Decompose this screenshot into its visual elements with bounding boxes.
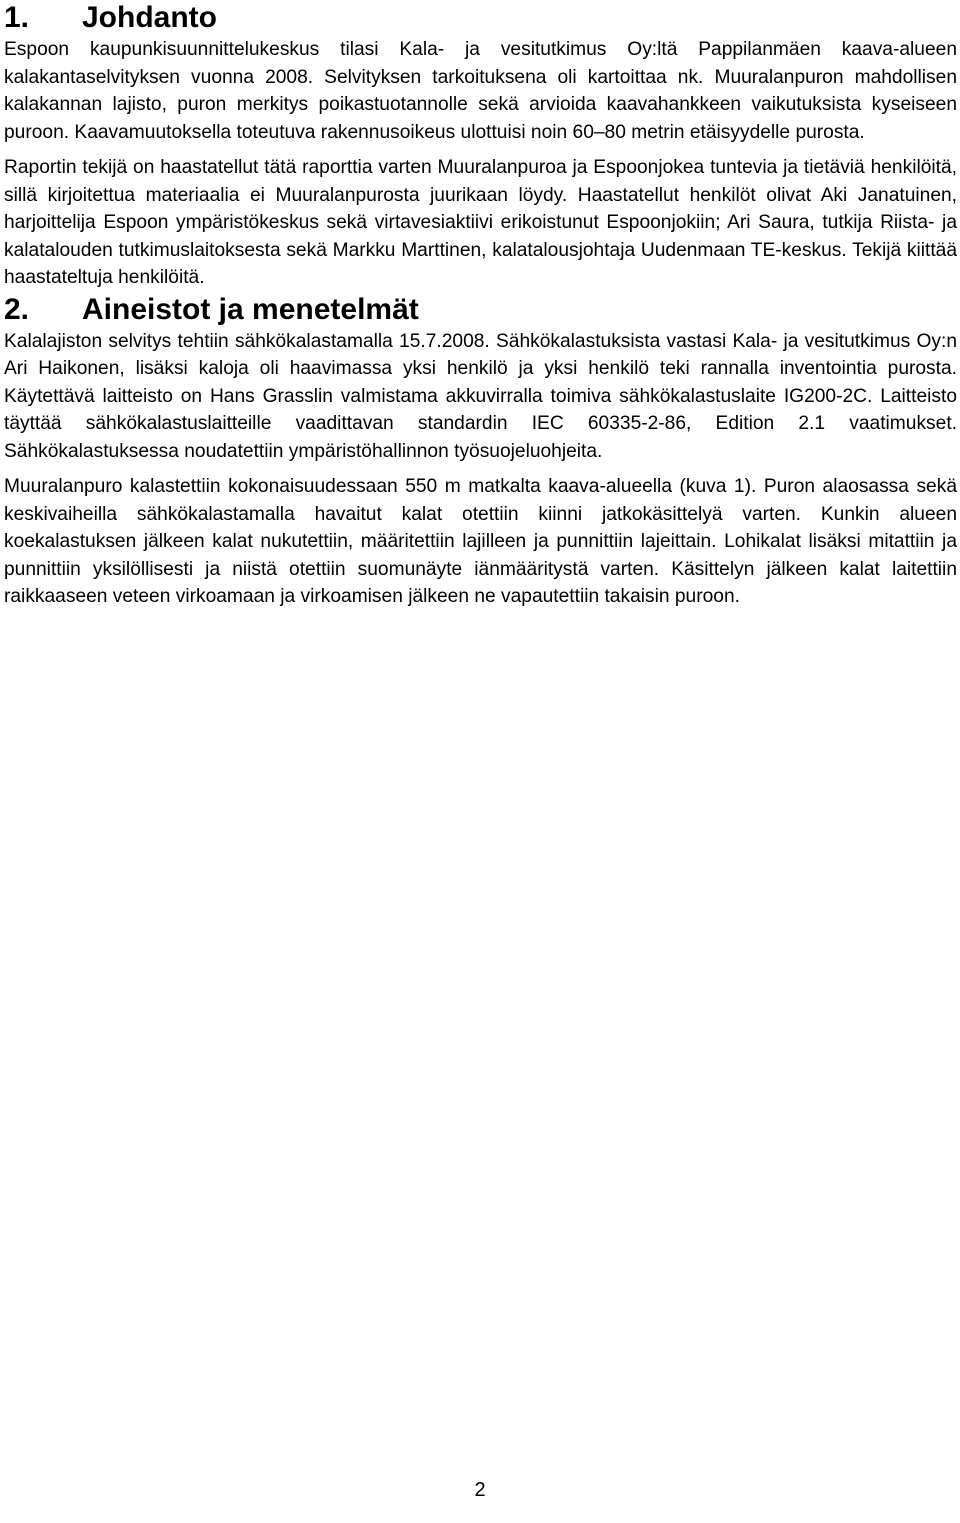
document-page [4, 0, 957, 611]
section-title: Aineistot ja menetelmät [82, 292, 419, 326]
section-number: 2. [4, 292, 30, 326]
section-title: Johdanto [82, 1, 217, 34]
paragraph: Raportin tekijä on haastatellut tätä raporttia varten Muuralanpuroa ja Espoonjokea tuntevia ja tietäviä henkilöitä, sillä kirjoitettua materiaalia ei Muuralanpurosta juurikaan löydy. Haastatellut henkilöt olivat Aki Janatuinen, harjoittelija Espoon ympäristökeskus sekä virtavesiaktiivi erikoistunut Espoonjokiin; Ari Saura, tutkija Riista- ja kalatalouden tutkimuslaitoksesta sekä Markku Marttinen, kalatalousjohtaja Uudenmaan TE-keskus. Tekijä kiittää haastateltuja henkilöitä. [4, 157, 957, 288]
section-heading-aineistot [4, 292, 957, 328]
page-number: 2 [474, 1479, 486, 1501]
paragraph: Muuralanpuro kalastettiin kokonaisuudessaan 550 m matkalta kaava-alueella (kuva 1). Puron alaosassa sekä keskivaiheilla sähkökalastamalla havaitut kalat otettiin kiinni jatkokäsittelyä varten. Kunkin alueen koekalastuksen jälkeen kalat nukutettiin, määritettiin lajilleen ja punnittiin lajeittain. Lohikalat lisäksi mitattiin ja punnittiin yksilöllisesti ja niistä otettiin suomunäyte iänmääritystä varten. Käsittelyn jälkeen kalat laitettiin raikkaaseen veteen virkoamaan ja virkoamisen jälkeen ne vapautettiin takaisin puroon. [4, 476, 957, 607]
section-heading-johdanto [4, 0, 957, 36]
paragraph: Kalalajiston selvitys tehtiin sähkökalastamalla 15.7.2008. Sähkökalastuksista vastasi Kala- ja vesitutkimus Oy:n Ari Haikonen, lisäksi kaloja oli haavimassa yksi henkilö ja yksi henkilö teki rannalla inventointia purosta. Käytettävä laitteisto on Hans Grasslin valmistama akkuvirralla toimiva sähkökalastuslaite IG200-2C. Laitteisto täyttää sähkökalastuslaitteille vaadittavan standardin IEC 60335-2-86, Edition 2.1 vaatimukset. Sähkökalastuksessa noudatettiin ympäristöhallinnon työsuojeluohjeita. [4, 330, 957, 462]
section-number: 1. [4, 1, 30, 34]
paragraph: Espoon kaupunkisuunnittelukeskus tilasi Kala- ja vesitutkimus Oy:ltä Pappilanmäen kaava-alueen kalakantaselvityksen vuonna 2008. Selvityksen tarkoituksena oli kartoittaa nk. Muuralanpuron mahdollisen kalakannan lajisto, puron merkitys poikastuotannolle sekä arvioida kaavahankkeen vaikutuksista kyseiseen puroon. Kaavamuutoksella toteutuva rakennusoikeus ulottuisi noin 60–80 metrin etäisyydelle purosta. [4, 39, 957, 143]
